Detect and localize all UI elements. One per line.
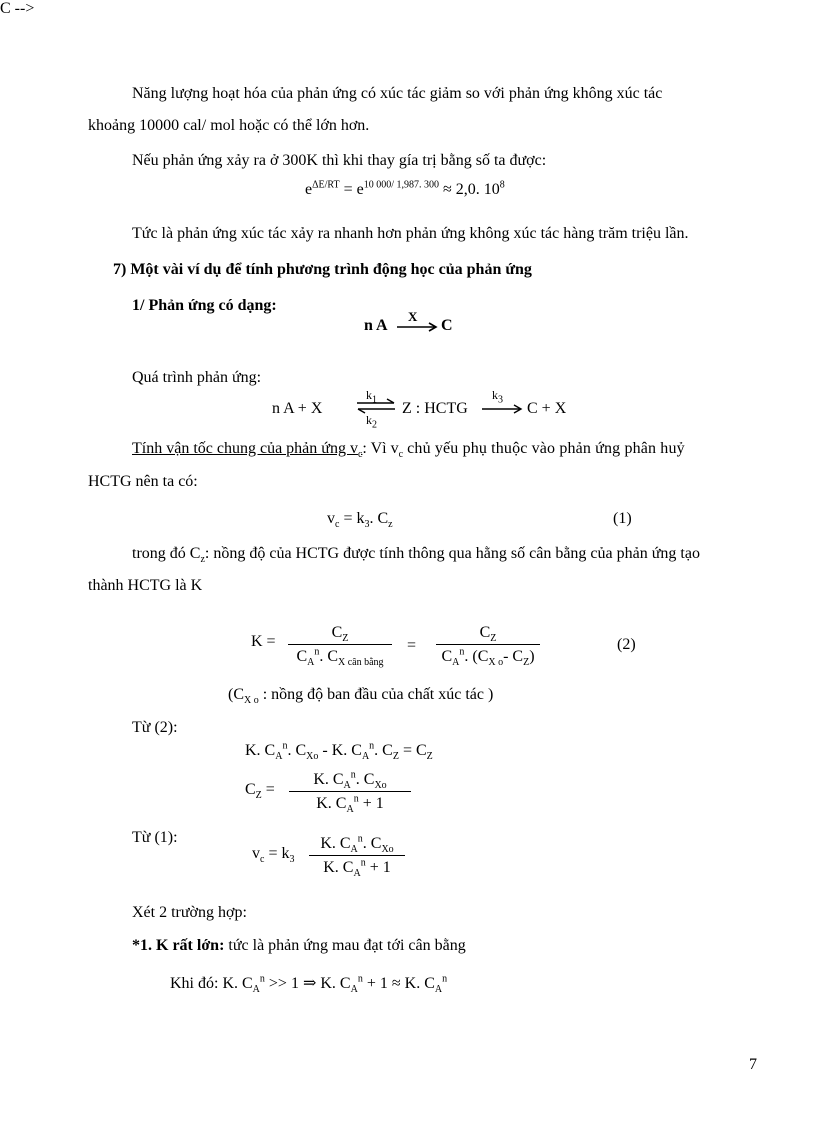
paragraph-line: trong đó $C_z$: nồng độ của HCTG được tính thông qua hằng số cân bằng của phản ứng tạo [132, 545, 700, 566]
rate-constant-k2: $k_2$ [366, 413, 377, 431]
paragraph-line: Từ (2): [132, 719, 178, 736]
denominator: $C_A^n$. $C_{X cân bằng}$ [288, 644, 392, 666]
denominator: K. $C_A^n + 1$ [309, 855, 405, 877]
fraction [288, 624, 392, 669]
note-line: ($C_{X o}$ : nồng độ ban đầu của chất xúc tác ) [228, 686, 494, 707]
paragraph-line: khoảng 10000 cal/ mol hoặc có thể lớn hơn. [88, 117, 370, 134]
products: C + X [527, 400, 567, 417]
numerator: K. $C_A^n$. $C_{Xo}$ [320, 833, 394, 856]
equation-6: Khi đó: K. $C_A^n >> 1$ ⇒ K. $C_A^n + 1 \approx K$. $C_A^n$ [170, 973, 448, 996]
rate-constant-k3: $k_3$ [492, 388, 503, 406]
equation-1: $v_c = k_3$. $C_z$ [327, 510, 393, 531]
equals-sign: = [407, 637, 417, 654]
equation-lhs: $v_c = k_3$ [252, 845, 295, 866]
denominator: $C_A^n$. ($C_{X o}-$ $C_Z$) [436, 644, 540, 666]
paragraph-line: thành HCTG là K [88, 577, 203, 594]
paragraph-line: Nếu phản ứng xảy ra ở 300K thì khi thay gía trị bằng số ta được: [132, 152, 547, 169]
reactants: n A + X [272, 400, 323, 417]
page-number: 7 [749, 1056, 757, 1073]
paragraph-line: Tính vận tốc chung của phản ứng $v_c$: Vì $v_c$ chủ yếu phụ thuộc vào phản ứng phân huỷ [132, 440, 685, 461]
equation-lhs: $C_Z$ = [245, 781, 275, 802]
forward-arrow-icon [397, 322, 439, 332]
numerator: K. $C_A^n$. $C_{Xo}$ [313, 769, 387, 792]
equation-number: (2) [617, 636, 636, 653]
equation-3: K. $C_A^n$. $C_{Xo}$ - K. $C_A^n$. $C_Z = C_Z$ [245, 740, 433, 763]
subsection-heading: 1/ Phản ứng có dạng: [132, 297, 277, 314]
numerator: $C_Z$ [479, 624, 497, 645]
rate-constant-k1: $k_1$ [366, 388, 377, 406]
equation-number: (1) [613, 510, 632, 527]
reactant: n A [364, 317, 388, 334]
paragraph-line: Xét 2 trường hợp: [132, 904, 247, 921]
equilibrium-arrow-icon [356, 399, 398, 413]
paragraph-line: Tức là phản ứng xúc tác xảy ra nhanh hơn phản ứng không xúc tác hàng trăm triệu lần. [132, 225, 689, 242]
paragraph-line: HCTG nên ta có: [88, 473, 198, 490]
underlined-phrase: Tính vận tốc chung của phản ứng $v_c$ [132, 440, 363, 461]
paragraph-line: Từ (1): [132, 829, 178, 846]
equation-lhs: K = [251, 633, 276, 650]
product: C [441, 317, 453, 334]
forward-arrow-icon [482, 404, 524, 414]
paragraph-line: Năng lượng hoạt hóa của phản ứng có xúc tác giảm so với phản ứng không xúc tác [132, 85, 663, 102]
exponential-equation: $e^{\Delta E/RT} = e^{10 000/ 1,987. 300} \approx 2,0$. $10^8$ [305, 179, 505, 198]
denominator: K. $C_A^n + 1$ [289, 791, 411, 813]
fraction [289, 769, 411, 816]
catalyst-label: X [408, 309, 418, 324]
fraction [309, 833, 405, 880]
paragraph-line: Quá trình phản ứng: [132, 369, 262, 386]
fraction [436, 624, 540, 669]
paragraph-line: *1. K rất lớn: tức là phản ứng mau đạt tới cân bằng [132, 937, 466, 954]
intermediate-complex: Z : HCTG [402, 400, 468, 417]
section-heading: 7) Một vài ví dụ để tính phương trình động học của phản ứng [113, 261, 532, 278]
numerator: $C_Z$ [331, 624, 349, 645]
